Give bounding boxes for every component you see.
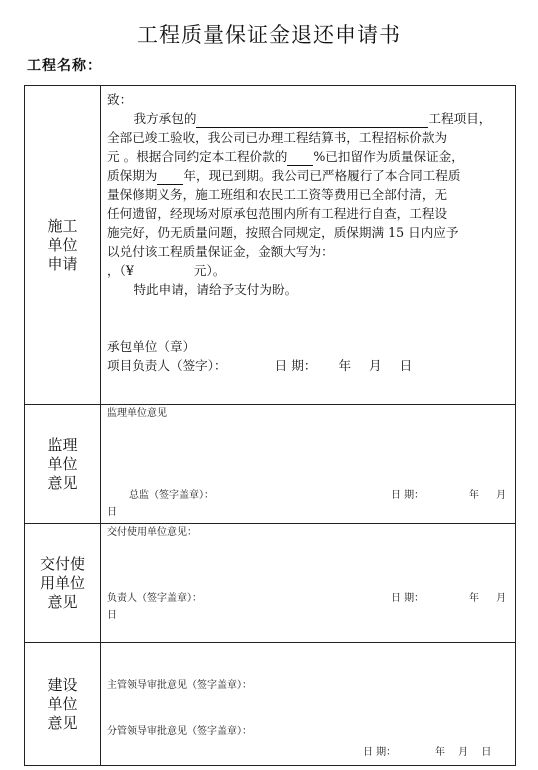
supervision-label: 监理 单位 意见 <box>25 405 101 524</box>
sub-approval-label: 分管领导审批意见（签字盖章）： <box>107 726 252 737</box>
date-label: 日 期： <box>391 490 425 501</box>
paragraph-line: 任何遗留，经现场对原承包范围内所有工程进行自查，工程设 <box>107 206 448 221</box>
delivery-content <box>101 524 516 643</box>
date-ym: 年 月 <box>469 490 507 501</box>
delivery-label: 交付使 用单位 意见 <box>25 524 101 643</box>
request-line: 特此申请，请给予支付为盼。 <box>133 282 298 297</box>
years-blank[interactable] <box>157 169 183 185</box>
delivery-opinion-label: 交付使用单位意见： <box>107 527 197 538</box>
manager-signature-line: 项目负责人（签字）： 日 期： 年 月 日 <box>107 358 413 373</box>
date-day: 日 <box>107 507 117 518</box>
responsible-signature-label: 负责人（签字盖章）： <box>107 593 202 604</box>
paragraph-line: 全部已竣工验收，我公司已办理工程结算书，工程招标价款为 <box>107 130 448 145</box>
date-label: 日 期： <box>274 358 317 373</box>
date-label: 日 期： <box>363 747 397 758</box>
page-title: 工程质量保证金退还申请书 <box>137 23 401 47</box>
supervision-content <box>101 405 516 524</box>
date-day: 日 <box>107 610 117 621</box>
paragraph-line: 以兑付该工程质量保证金，金额大写为： <box>107 244 334 259</box>
project-name-label: 工程名称： <box>27 58 102 74</box>
date-ym: 年 月 <box>469 593 507 604</box>
salutation: 致： <box>107 92 133 107</box>
builder-label: 建设 单位 意见 <box>25 643 101 766</box>
construction-content <box>101 86 516 405</box>
delivery-row <box>25 524 516 643</box>
paragraph-line: 量保修期义务，施工班组和农民工工资等费用已全部付清，无 <box>107 187 448 202</box>
date-ymd: 年 月 日 <box>338 358 413 373</box>
supervision-row <box>25 405 516 524</box>
lead-approval-label: 主管领导审批意见（签字盖章）： <box>107 680 252 691</box>
application-table <box>24 85 516 766</box>
paragraph-line: ，（¥ 元）。 <box>107 263 226 278</box>
paragraph-line: 施完好，仍无质量问题，按照合同规定，质保期满 15 日内应予 <box>107 225 459 240</box>
supervision-opinion-label: 监理单位意见 <box>107 408 167 419</box>
builder-row <box>25 643 516 766</box>
builder-content <box>101 643 516 766</box>
paragraph-line: 元 。根据合同约定本工程价款的 %已扣留作为质量保证金， <box>107 149 464 164</box>
chief-signature-label: 总监（签字盖章）： <box>129 490 214 501</box>
project-blank[interactable] <box>196 112 428 128</box>
paragraph-line: 我方承包的 工程项目， <box>133 111 492 126</box>
date-label: 日 期： <box>391 593 425 604</box>
date-ymd: 年 月 日 <box>435 747 492 758</box>
construction-row <box>25 86 516 405</box>
percent-blank[interactable] <box>287 150 313 166</box>
construction-label: 施工 单位 申请 <box>25 86 101 405</box>
contractor-unit-seal: 承包单位（章） <box>107 339 196 354</box>
paragraph-line: 质保期为 年，现已到期。我公司已严格履行了本合同工程质 <box>107 168 461 183</box>
